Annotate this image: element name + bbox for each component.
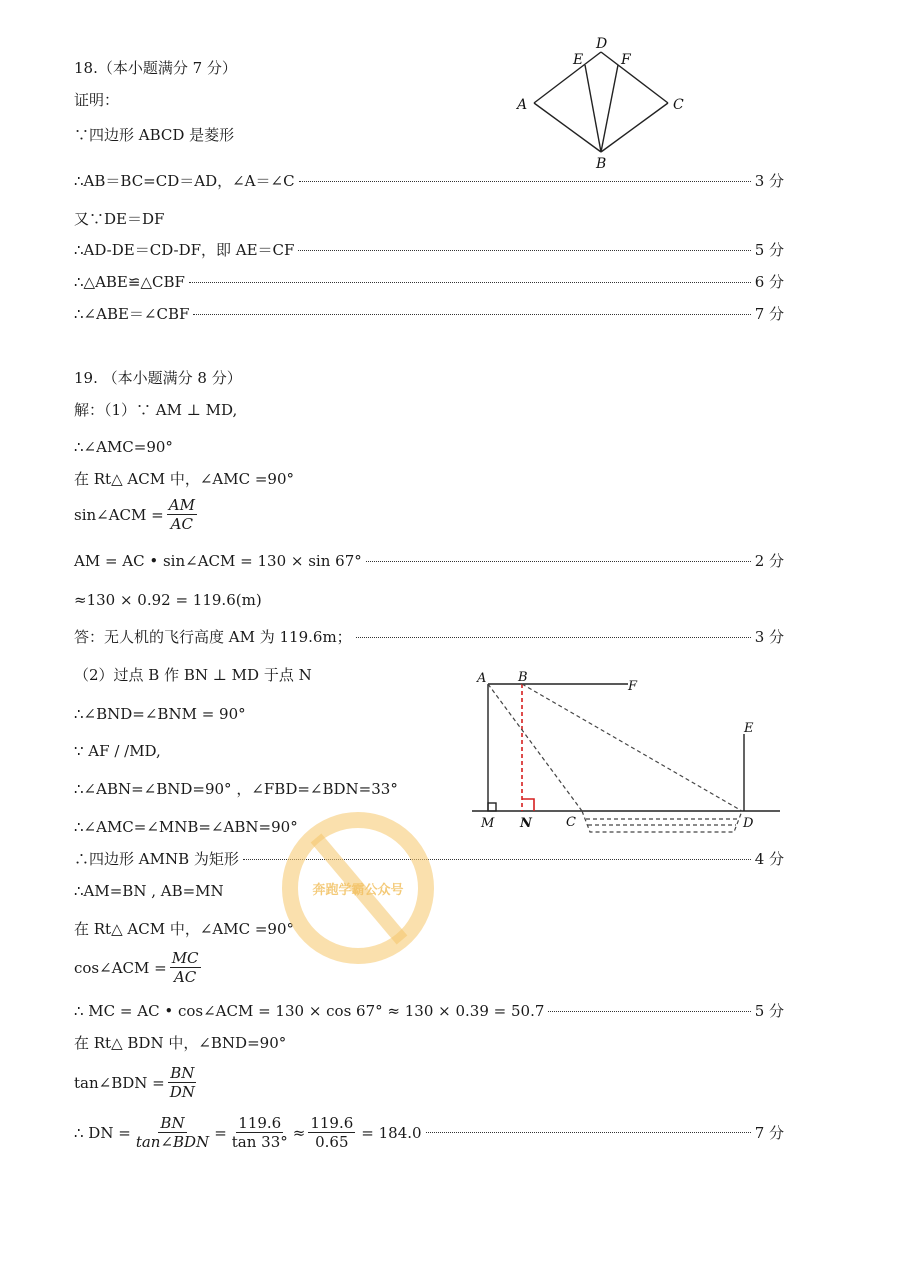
q18-line-6 (74, 304, 784, 324)
fraction (230, 1114, 290, 1151)
label-M: M (481, 816, 495, 831)
q19-line-7: （2）过点 B 作 BN ⊥ MD 于点 N (74, 666, 312, 684)
leader-dots (299, 181, 751, 182)
q19-line-14: 在 Rt△ ACM 中，∠AMC =90° (74, 920, 294, 938)
q19-line-12-score: 4 分 (754, 850, 784, 868)
leader-dots (193, 314, 750, 315)
label-E: E (573, 52, 584, 68)
q19-header: 19. （本小题满分 8 分） (74, 369, 242, 387)
fraction-denominator: tan∠BDN (135, 1133, 210, 1151)
q18-proof-label: 证明： (74, 91, 120, 109)
q19-line-15-score: 5 分 (754, 1002, 784, 1020)
q19-line-11: ∴∠AMC=∠MNB=∠ABN=90° (74, 818, 298, 836)
q19-line-4 (74, 551, 784, 571)
q19-line-15 (74, 1001, 784, 1021)
label-C: C (566, 815, 576, 830)
q19-line-4-text: AM = AC • sin∠ACM = 130 × sin 67° (74, 552, 362, 570)
q19-line-12-text: ∴四边形 AMNB 为矩形 (74, 850, 239, 868)
watermark-logo (278, 808, 438, 968)
q19-formula-dn (74, 1114, 784, 1151)
label-F: F (621, 52, 631, 68)
q18-line-1: ∵四边形 ABCD 是菱形 (74, 126, 235, 144)
q19-line-6 (74, 627, 784, 647)
q18-header: 18.（本小题满分 7 分） (74, 59, 237, 77)
fraction (170, 949, 201, 986)
q18-line-5-text: ∴△ABE≌△CBF (74, 273, 185, 291)
fraction-denominator: AC (170, 515, 193, 533)
label-A: A (517, 97, 528, 113)
q19-line-6-text: 答：无人机的飞行高度 AM 为 119.6m； (74, 628, 352, 646)
q18-line-2 (74, 171, 784, 191)
q19-line-9: ∵ AF / /MD, (74, 742, 161, 760)
q18-line-5-score: 6 分 (754, 273, 784, 291)
q19-line-3: 在 Rt△ ACM 中，∠AMC =90° (74, 470, 294, 488)
leader-dots (366, 561, 751, 562)
fraction (168, 1064, 197, 1101)
q19-line-13: ∴AM=BN , AB=MN (74, 882, 224, 900)
label-C: C (673, 97, 684, 113)
q19-formula-dn-score: 7 分 (754, 1124, 784, 1142)
q19-line-5: ≈130 × 0.92 = 119.6(m) (74, 591, 262, 609)
fraction (308, 1114, 355, 1151)
leader-dots (548, 1011, 750, 1012)
fraction-numerator: AM (168, 496, 195, 514)
leader-dots (298, 250, 750, 251)
q18-line-4 (74, 240, 784, 260)
q19-line-4-score: 2 分 (754, 552, 784, 570)
q19-line-2: ∴∠AMC=90° (74, 438, 173, 456)
fraction-numerator: MC (171, 949, 199, 967)
q18-line-4-text: ∴AD-DE＝CD-DF，即 AE＝CF (74, 241, 295, 259)
q18-line-3: 又∵DE＝DF (74, 210, 165, 228)
leader-dots (426, 1132, 751, 1133)
formula-lhs: cos∠ACM = (74, 958, 167, 977)
q19-line-10: ∴∠ABN=∠BND=90° ，∠FBD=∠BDN=33° (74, 780, 398, 798)
label-A: A (477, 671, 487, 686)
formula-lhs: tan∠BDN = (74, 1073, 165, 1092)
q19-formula-cos (74, 949, 204, 986)
fraction-denominator: DN (169, 1083, 195, 1101)
formula-lhs: sin∠ACM = (74, 505, 164, 524)
label-B: B (518, 670, 528, 685)
fraction-numerator: BN (170, 1064, 195, 1082)
formula-lhs: ∴ DN = (74, 1123, 131, 1142)
rhombus-figure (510, 32, 700, 172)
watermark-text: 奔跑学霸公众号 (312, 883, 404, 898)
q18-line-4-score: 5 分 (754, 241, 784, 259)
q18-line-5 (74, 272, 784, 292)
fraction-numerator: 119.6 (238, 1114, 282, 1132)
q19-line-1: 解：（1）∵ AM ⊥ MD, (74, 401, 238, 419)
q19-formula-tan (74, 1064, 200, 1101)
q18-line-2-text: ∴AB＝BC=CD＝AD，∠A＝∠C (74, 172, 295, 190)
label-B: B (596, 156, 607, 172)
fraction-denominator: tan 33° (231, 1133, 288, 1151)
fraction-denominator: AC (173, 968, 197, 986)
leader-dots (356, 637, 751, 638)
fraction (134, 1114, 211, 1151)
label-N: N (520, 816, 532, 831)
equals-sign: = (214, 1123, 227, 1142)
q19-line-8: ∴∠BND=∠BNM = 90° (74, 705, 246, 723)
approx-sign: ≈ (292, 1123, 306, 1142)
q18-line-2-score: 3 分 (754, 172, 784, 190)
label-D: D (743, 816, 754, 831)
q18-line-6-score: 7 分 (754, 305, 784, 323)
fraction-denominator: 0.65 (315, 1133, 349, 1151)
label-D: D (596, 36, 608, 52)
formula-result: = 184.0 (361, 1123, 422, 1142)
fraction (167, 496, 197, 533)
label-F: F (628, 679, 638, 694)
q19-line-6-score: 3 分 (754, 628, 784, 646)
label-E: E (744, 721, 754, 736)
fraction-numerator: BN (160, 1114, 185, 1132)
q18-line-6-text: ∴∠ABE＝∠CBF (74, 305, 190, 323)
fraction-numerator: 119.6 (310, 1114, 354, 1132)
q19-line-16: 在 Rt△ BDN 中，∠BND=90° (74, 1034, 287, 1052)
q19-formula-sin (74, 496, 200, 533)
leader-dots (189, 282, 751, 283)
drone-figure (468, 664, 788, 844)
q19-line-15-text: ∴ MC = AC • cos∠ACM = 130 × cos 67° ≈ 130 × 0.39 = 50.7 (74, 1002, 545, 1020)
